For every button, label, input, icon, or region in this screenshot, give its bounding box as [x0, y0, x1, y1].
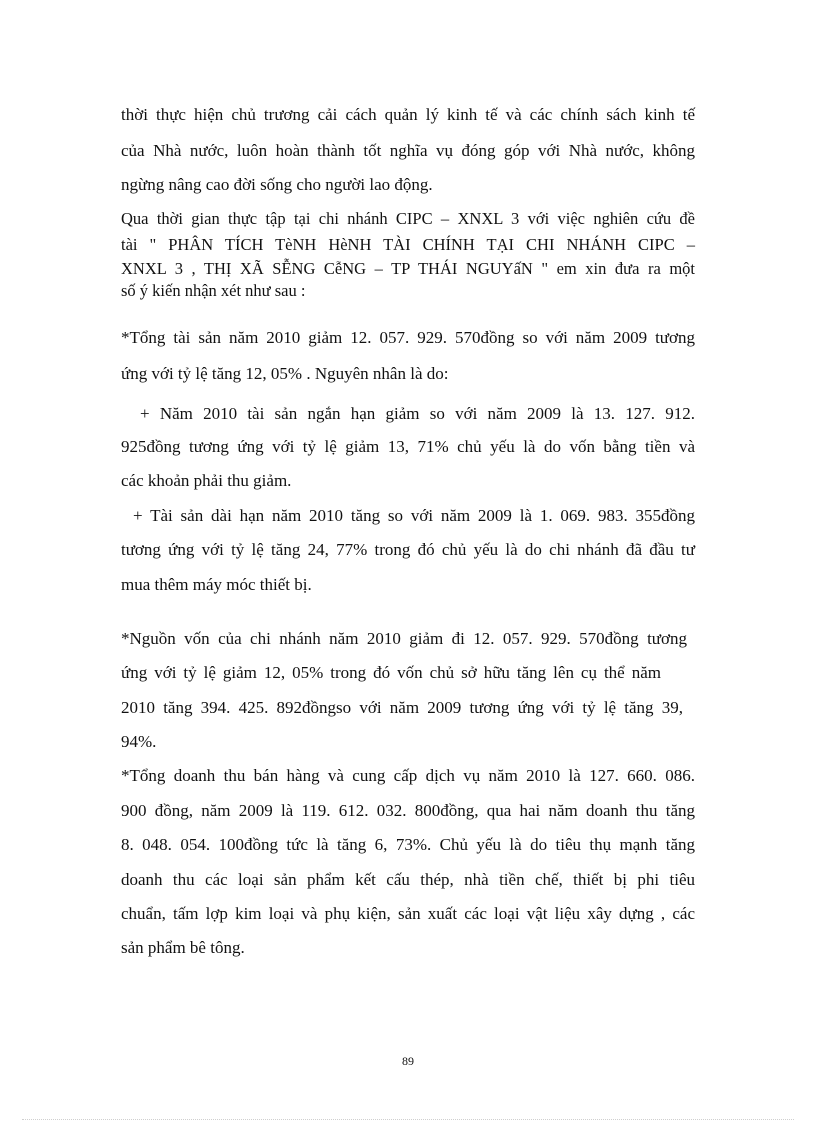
text-line: 94%.: [121, 732, 157, 751]
text-line: sản phẩm bê tông.: [121, 938, 245, 957]
text-line: 925đồng tương ứng với tỷ lệ giảm 13, 71% chủ yếu là do vốn bằng tiền và: [121, 437, 695, 456]
text-line: các khoản phải thu giảm.: [121, 471, 292, 490]
text-line: ngừng nâng cao đời sống cho người lao động.: [121, 175, 433, 194]
text-line: thời thực hiện chủ trương cải cách quản lý kinh tế và các chính sách kinh tế: [121, 105, 695, 124]
text-line: mua thêm máy móc thiết bị.: [121, 575, 312, 594]
text-line: + Tài sản dài hạn năm 2010 tăng so với năm 2009 là 1. 069. 983. 355đồng: [133, 506, 695, 525]
page-bottom-divider: [22, 1119, 794, 1120]
text-line: *Tổng tài sản năm 2010 giảm 12. 057. 929. 570đồng so với năm 2009 tương: [121, 328, 695, 347]
text-line: doanh thu các loại sản phẩm kết cấu thép, nhà tiền chế, thiết bị phi tiêu: [121, 870, 695, 889]
text-line: XNXL 3 , THỊ XÃ SỄNG CễNG – TP THÁI NGUYấN " em xin đưa ra một: [121, 259, 695, 278]
page-number: 89: [402, 1054, 414, 1068]
text-line: số ý kiến nhận xét như sau :: [121, 281, 306, 300]
text-line: 2010 tăng 394. 425. 892đồngso với năm 2009 tương ứng với tỷ lệ tăng 39,: [121, 698, 683, 717]
text-line: ứng với tỷ lệ giảm 12, 05% trong đó vốn chủ sở hữu tăng lên cụ thể năm: [121, 663, 661, 682]
text-line: của Nhà nước, luôn hoàn thành tốt nghĩa vụ đóng góp với Nhà nước, không: [121, 141, 695, 160]
text-line: chuẩn, tấm lợp kim loại và phụ kiện, sản xuất các loại vật liệu xây dựng , các: [121, 904, 695, 923]
text-line: ứng với tỷ lệ tăng 12, 05% . Nguyên nhân là do:: [121, 364, 449, 383]
text-line: tương ứng với tỷ lệ tăng 24, 77% trong đó chủ yếu là do chi nhánh đã đầu tư: [121, 540, 695, 559]
text-line: tài " PHÂN TÍCH TèNH HèNH TÀI CHÍNH TẠI CHI NHÁNH CIPC –: [121, 235, 695, 254]
text-line: Qua thời gian thực tập tại chi nhánh CIPC – XNXL 3 với việc nghiên cứu đề: [121, 209, 695, 228]
text-line: 8. 048. 054. 100đồng tức là tăng 6, 73%. Chủ yếu là do tiêu thụ mạnh tăng: [121, 835, 695, 854]
text-line: *Tổng doanh thu bán hàng và cung cấp dịch vụ năm 2010 là 127. 660. 086.: [121, 766, 695, 785]
text-line: 900 đồng, năm 2009 là 119. 612. 032. 800đồng, qua hai năm doanh thu tăng: [121, 801, 695, 820]
text-line: *Nguồn vốn của chi nhánh năm 2010 giảm đi 12. 057. 929. 570đồng tương: [121, 629, 687, 648]
text-line: + Năm 2010 tài sản ngắn hạn giảm so với năm 2009 là 13. 127. 912.: [140, 404, 695, 423]
